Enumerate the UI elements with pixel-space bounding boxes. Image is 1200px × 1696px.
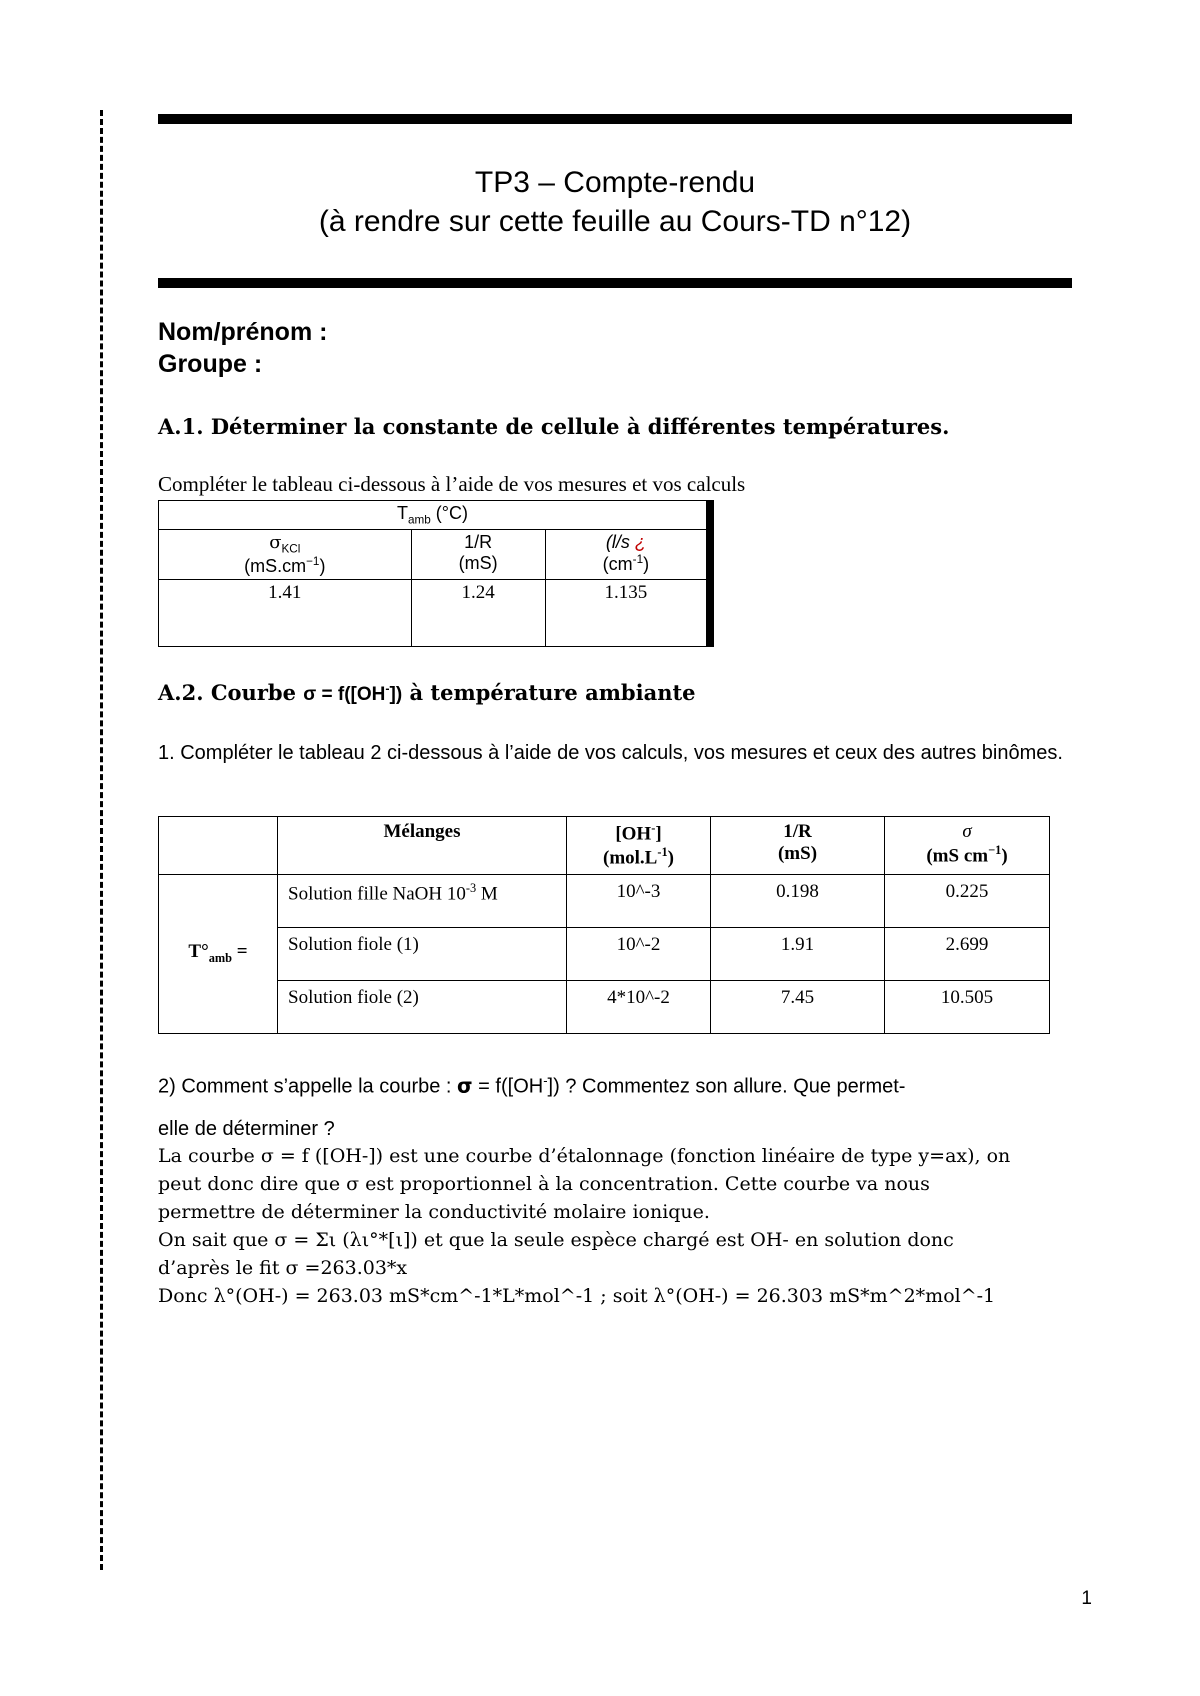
table2-header-inverse-r: 1/R (mS) bbox=[711, 817, 885, 875]
page-subtitle: (à rendre sur cette feuille au Cours-TD n°12) bbox=[318, 205, 912, 238]
table1-col-inverse-r: 1/R (mS) bbox=[411, 529, 545, 580]
table2-sigma-1: 2.699 bbox=[885, 927, 1050, 980]
question-1: 1. Compléter le tableau 2 ci-dessous à l’aide de vos calculs, vos mesures et ceux des autres binômes. bbox=[158, 742, 1063, 764]
answer-text bbox=[158, 1142, 1078, 1310]
table1-value-sigma: 1.41 bbox=[159, 580, 412, 647]
answer-line-6: Donc λ°(OH-) = 263.03 mS*cm^-1*L*mol^-1 ; soit λ°(OH-) = 26.303 mS*m^2*mol^-1 bbox=[158, 1285, 996, 1307]
answer-line-2: peut donc dire que σ est proportionnel à la concentration. Cette courbe va nous bbox=[158, 1173, 930, 1195]
table2-mix-1: Solution fiole (1) bbox=[278, 927, 567, 980]
answer-line-5: d’après le fit σ =263.03*x bbox=[158, 1257, 408, 1279]
table2-header-sigma: σ (mS $cm^{-1}$) bbox=[885, 817, 1050, 875]
answer-line-3: permettre de déterminer la conductivité molaire ionique. bbox=[158, 1201, 710, 1223]
table2-sigma-0: 0.225 bbox=[885, 874, 1050, 927]
table2-r-1: 1.91 bbox=[711, 927, 885, 980]
table2-empty-header bbox=[159, 817, 278, 875]
question-2: 2) Comment s’appelle la courbe : σ = f([OH-]) ? Commentez son allure. Que permet- elle de déterminer ? bbox=[158, 1073, 906, 1140]
group-label: Groupe : bbox=[158, 350, 263, 378]
left-margin-dashed-line bbox=[100, 110, 103, 1570]
sigma-oh-table bbox=[158, 816, 1050, 1034]
table1-span-header: $T_{amb}$ (°C) bbox=[159, 501, 711, 530]
table-row bbox=[159, 927, 1050, 980]
table2-r-2: 7.45 bbox=[711, 980, 885, 1033]
section-a1-instruction: Compléter le tableau ci-dessous à l’aide de vos mesures et vos calculs bbox=[158, 472, 746, 496]
top-rule bbox=[158, 114, 1072, 124]
table2-mix-2: Solution fiole (2) bbox=[278, 980, 567, 1033]
table2-header-mixtures: Mélanges bbox=[278, 817, 567, 875]
table2-header-oh: [OH-] $(mol.L^{-1})$ bbox=[567, 817, 711, 875]
page-title: TP3 – Compte-rendu bbox=[474, 166, 756, 199]
table2-mix-0: Solution fille NaOH $10^{-3}$ M bbox=[278, 874, 567, 927]
table1-col-cell-constant: (l/s ¿ $(cm^{-1})$ bbox=[545, 529, 710, 580]
table2-oh-0: 10^-3 bbox=[567, 874, 711, 927]
table2-oh-1: 10^-2 bbox=[567, 927, 711, 980]
table-row bbox=[159, 980, 1050, 1033]
cell-constant-table bbox=[158, 500, 714, 647]
table2-r-0: 0.198 bbox=[711, 874, 885, 927]
bottom-rule bbox=[158, 278, 1072, 288]
page-number: 1 bbox=[1081, 1588, 1092, 1609]
answer-line-1: La courbe σ = f ([OH-]) est une courbe d’étalonnage (fonction linéaire de type y=ax), on bbox=[158, 1145, 1011, 1167]
table1-value-inverse-r: 1.24 bbox=[411, 580, 545, 647]
table1-value-constant: 1.135 bbox=[545, 580, 710, 647]
name-label: Nom/prénom : bbox=[158, 318, 328, 346]
answer-line-4: On sait que σ = Σι (λι°*[ι]) et que la seule espèce chargé est OH- en solution donc bbox=[158, 1229, 954, 1251]
table2-sigma-2: 10.505 bbox=[885, 980, 1050, 1033]
table1-col-sigma-kcl: $\sigma_{KCl}$ $(mS.cm^{-1})$ bbox=[159, 529, 412, 580]
table2-temperature-cell: $T^\circ_{amb}$ = bbox=[159, 874, 278, 1033]
section-a1-heading: A.1. Déterminer la constante de cellule à différentes températures. bbox=[158, 414, 950, 439]
section-a2-heading: A.2. Courbe σ = f([OH-]) à température ambiante bbox=[158, 680, 696, 705]
table-row bbox=[159, 874, 1050, 927]
table2-oh-2: 4*10^-2 bbox=[567, 980, 711, 1033]
